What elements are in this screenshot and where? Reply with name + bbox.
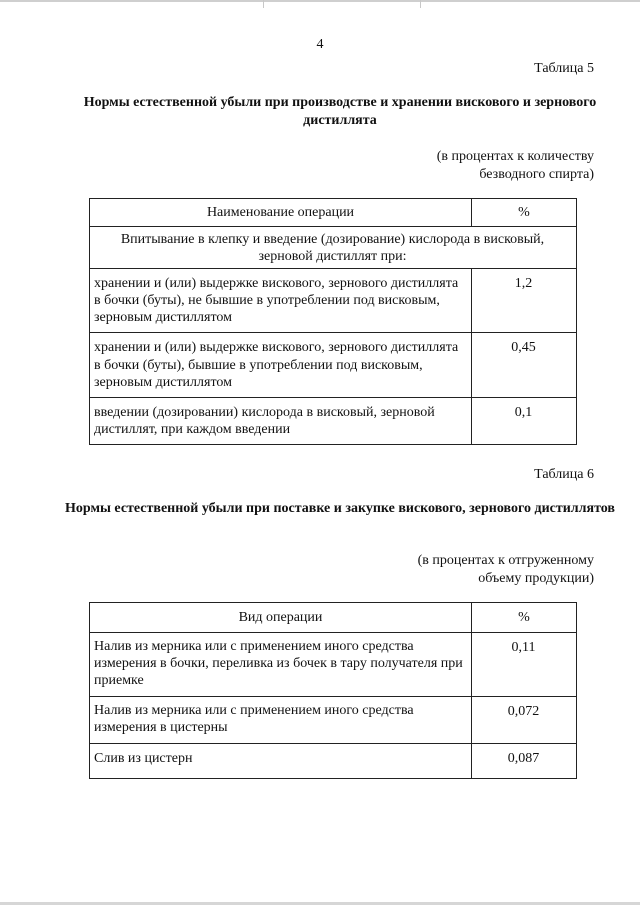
- table6-label: Таблица 6: [534, 467, 594, 482]
- table6-unit-note: (в процентах к отгруженному объему продукции): [417, 553, 594, 587]
- page-number: 4: [316, 37, 324, 52]
- percent-cell: 0,087: [472, 744, 577, 778]
- table5-label: Таблица 5: [534, 61, 594, 76]
- scan-mark: [420, 0, 421, 8]
- percent-cell: 1,2: [472, 269, 577, 333]
- table-row: [90, 744, 577, 778]
- table-header-row: [90, 603, 577, 633]
- table5-title: Нормы естественной убыли при производстве и хранении вискового и зернового дистиллята: [83, 95, 597, 128]
- scan-mark: [263, 0, 264, 8]
- operation-cell: Налив из мерника или с применением иного средства измерения в цистерны: [90, 697, 472, 744]
- percent-cell: 0,072: [472, 697, 577, 744]
- percent-cell: 0,45: [472, 333, 577, 397]
- table-row: [90, 333, 577, 397]
- table-row: [90, 269, 577, 333]
- percent-cell: 0,11: [472, 633, 577, 697]
- operation-cell: Слив из цистерн: [90, 744, 472, 778]
- table6-title: Нормы естественной убыли при поставке и закупке вискового, зернового дистиллятов: [65, 501, 615, 516]
- operation-cell: введении (дозировании) кислорода в висковый, зерновой дистиллят, при каждом введении: [90, 397, 472, 444]
- table-row: [90, 633, 577, 697]
- table6: [89, 602, 577, 779]
- operation-cell: Налив из мерника или с применением иного средства измерения в бочки, переливка из бочек в тару получателя при приемке: [90, 633, 472, 697]
- column-header-percent: %: [472, 603, 577, 633]
- column-header-operation: Наименование операции: [90, 199, 472, 227]
- column-header-percent: %: [472, 199, 577, 227]
- table5: [89, 198, 577, 445]
- operation-cell: хранении и (или) выдержке вискового, зернового дистиллята в бочки (буты), не бывшие в употреблении под висковым, зерновым дистиллятом: [90, 269, 472, 333]
- percent-cell: 0,1: [472, 397, 577, 444]
- page-top-edge: [0, 0, 640, 2]
- group-row-text: Впитывание в клепку и введение (дозирование) кислорода в висковый, зерновой дистиллят при:: [90, 227, 577, 269]
- table-header-row: [90, 199, 577, 227]
- table-group-row: [90, 227, 577, 269]
- table-row: [90, 697, 577, 744]
- column-header-operation: Вид операции: [90, 603, 472, 633]
- table5-unit-note: (в процентах к количеству безводного спирта): [436, 149, 594, 183]
- operation-cell: хранении и (или) выдержке вискового, зернового дистиллята в бочки (буты), бывшие в употреблении под висковым, зерновым дистиллятом: [90, 333, 472, 397]
- table-row: [90, 397, 577, 444]
